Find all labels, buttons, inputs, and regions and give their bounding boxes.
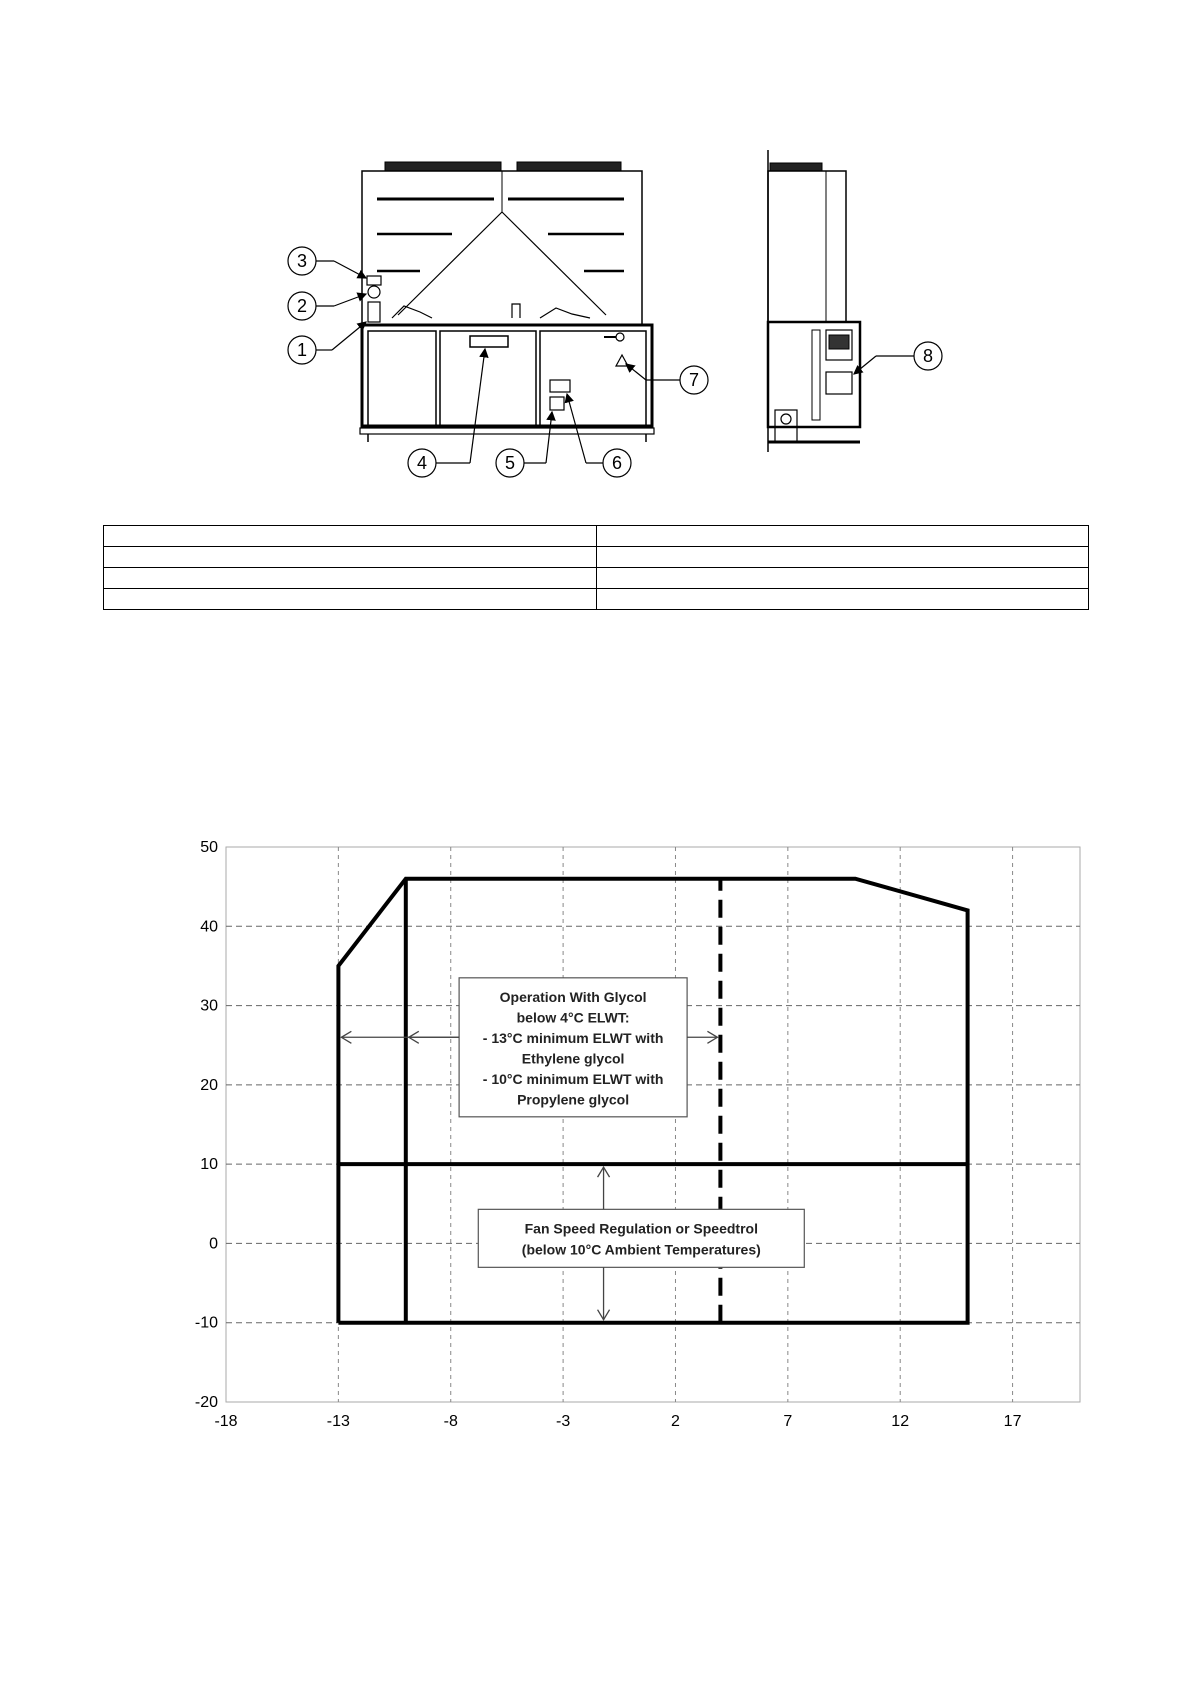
glycol-note-line: Ethylene glycol <box>521 1050 625 1067</box>
label-plate <box>367 276 381 285</box>
callout-4: 4 <box>416 453 428 473</box>
side-coil-section <box>768 171 846 322</box>
table-cell <box>596 526 1089 547</box>
table-row <box>104 526 1089 547</box>
fan-top-left <box>385 162 501 171</box>
side-switch-box <box>826 372 852 394</box>
table-row <box>104 589 1089 610</box>
y-tick-label: -10 <box>194 1314 218 1332</box>
indicator-circle <box>368 286 380 298</box>
callout-3: 3 <box>296 251 308 271</box>
base-section <box>362 325 652 427</box>
callout-7: 7 <box>688 370 700 390</box>
switch-box <box>368 302 380 322</box>
callout-6: 6 <box>611 453 623 473</box>
x-tick-label: -13 <box>326 1413 350 1430</box>
callout-1: 1 <box>296 340 308 360</box>
y-tick-label: 20 <box>200 1076 218 1094</box>
table-cell <box>596 589 1089 610</box>
unit-drawing <box>0 0 1190 500</box>
glycol-note-line: below 4°C ELWT: <box>516 1009 630 1026</box>
y-tick-label: 30 <box>200 997 218 1015</box>
table-row <box>104 547 1089 568</box>
y-tick-label: 0 <box>209 1235 218 1253</box>
callout-2: 2 <box>296 296 308 316</box>
y-tick-label: -20 <box>194 1394 218 1411</box>
side-view <box>768 150 860 452</box>
table-cell <box>104 547 597 568</box>
electrical-box <box>550 380 570 392</box>
table-row <box>104 568 1089 589</box>
chart-axes <box>195 839 1022 1430</box>
nameplate <box>470 336 508 347</box>
legend-table <box>103 525 1089 610</box>
fan-speed-note-line: (below 10°C Ambient Temperatures) <box>521 1241 761 1258</box>
x-tick-label: 2 <box>671 1413 680 1430</box>
control-box <box>550 397 564 410</box>
x-tick-label: 17 <box>1003 1413 1022 1430</box>
x-tick-label: -8 <box>443 1413 458 1430</box>
operating-envelope-chart <box>170 835 1100 1440</box>
table-cell <box>596 547 1089 568</box>
callout-8: 8 <box>922 346 934 366</box>
fan-top-right <box>517 162 621 171</box>
front-view <box>360 162 654 442</box>
x-tick-label: 12 <box>891 1413 910 1430</box>
y-tick-label: 40 <box>200 918 218 936</box>
table-cell <box>596 568 1089 589</box>
y-tick-label: 10 <box>200 1156 218 1174</box>
table-cell <box>104 589 597 610</box>
table-cell <box>104 568 597 589</box>
fan-speed-note-box <box>478 1209 804 1267</box>
x-tick-label: -3 <box>555 1413 571 1430</box>
chart-grid <box>226 847 1080 1402</box>
x-tick-label: -18 <box>214 1413 238 1430</box>
x-tick-label: 7 <box>783 1413 793 1430</box>
glycol-note-line: Operation With Glycol <box>499 988 647 1005</box>
glycol-note-line: - 10°C minimum ELWT with <box>482 1070 664 1087</box>
y-tick-label: 50 <box>200 839 218 856</box>
callout-5: 5 <box>504 453 516 473</box>
plot-area-border <box>226 847 1080 1402</box>
glycol-note-line: - 13°C minimum ELWT with <box>482 1029 664 1046</box>
fan-speed-note-line: Fan Speed Regulation or Speedtrol <box>524 1220 758 1237</box>
glycol-note-line: Propylene glycol <box>517 1091 630 1108</box>
table-cell <box>104 526 597 547</box>
chart-annotations <box>341 978 804 1320</box>
